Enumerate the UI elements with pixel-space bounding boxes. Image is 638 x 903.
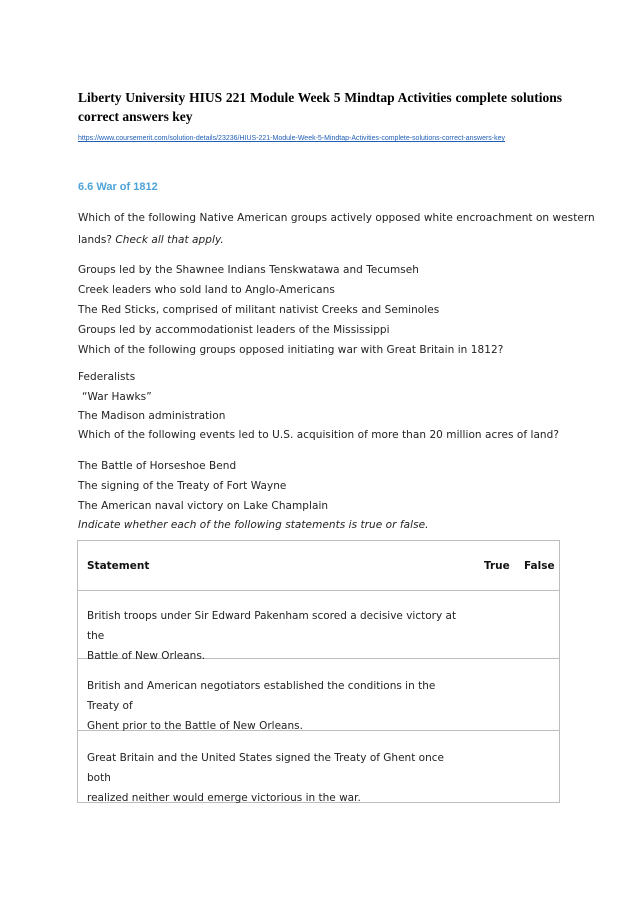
title-line-2: correct answers key — [78, 109, 193, 124]
table-row — [78, 591, 559, 662]
q3-option: The American naval victory on Lake Champlain — [78, 500, 329, 512]
source-link[interactable]: https://www.coursemerit.com/solution-details/23236/HIUS-221-Module-Week-5-Mindtap-Activities-complete-solutions-correct-answers-key — [78, 135, 506, 142]
q3-option: The Battle of Horseshoe Bend — [78, 460, 237, 472]
q2-option: The Madison administration — [78, 410, 226, 422]
table-header-row — [78, 541, 559, 591]
header-statement: Statement — [87, 560, 150, 572]
question-2: Which of the following groups opposed initiating war with Great Britain in 1812? — [78, 344, 504, 356]
statement-line: realized neither would emerge victorious in the war. — [87, 792, 361, 804]
statement-cell — [87, 606, 462, 666]
table-row — [78, 731, 559, 804]
question-4-instruction: Indicate whether each of the following statements is true or false. — [78, 519, 429, 531]
q2-option: “War Hawks” — [82, 391, 152, 403]
q3-option: The signing of the Treaty of Fort Wayne — [78, 480, 287, 492]
q1-option: Groups led by the Shawnee Indians Tenskwatawa and Tecumseh — [78, 264, 419, 276]
true-false-table — [77, 540, 560, 803]
statement-line: Battle of New Orleans. — [87, 650, 206, 662]
statement-line: Ghent prior to the Battle of New Orleans. — [87, 720, 303, 732]
question-1-tail: lands? — [78, 234, 113, 246]
statement-line: British troops under Sir Edward Pakenham scored a decisive victory at the — [87, 610, 457, 642]
question-1-line-1: Which of the following Native American groups actively opposed white encroachment on western — [78, 212, 595, 224]
header-true: True — [484, 560, 510, 572]
statement-line: British and American negotiators established the conditions in the Treaty of — [87, 680, 436, 712]
document-title — [78, 88, 562, 126]
q1-option: Creek leaders who sold land to Anglo-Americans — [78, 284, 335, 296]
statement-cell — [87, 748, 462, 808]
table-row — [78, 659, 559, 731]
question-3: Which of the following events led to U.S. acquisition of more than 20 million acres of land? — [78, 429, 559, 441]
question-1-instruction: Check all that apply. — [115, 234, 224, 246]
section-heading: 6.6 War of 1812 — [78, 181, 158, 193]
statement-line: Great Britain and the United States signed the Treaty of Ghent once both — [87, 752, 444, 784]
q2-option: Federalists — [78, 371, 136, 383]
q1-option: The Red Sticks, comprised of militant nativist Creeks and Seminoles — [78, 304, 440, 316]
statement-cell — [87, 676, 462, 736]
q1-option: Groups led by accommodationist leaders of the Mississippi — [78, 324, 390, 336]
title-line-1: Liberty University HIUS 221 Module Week 5 Mindtap Activities complete solutions — [78, 90, 562, 105]
question-1-line-2 — [78, 234, 224, 246]
header-false: False — [524, 560, 555, 572]
